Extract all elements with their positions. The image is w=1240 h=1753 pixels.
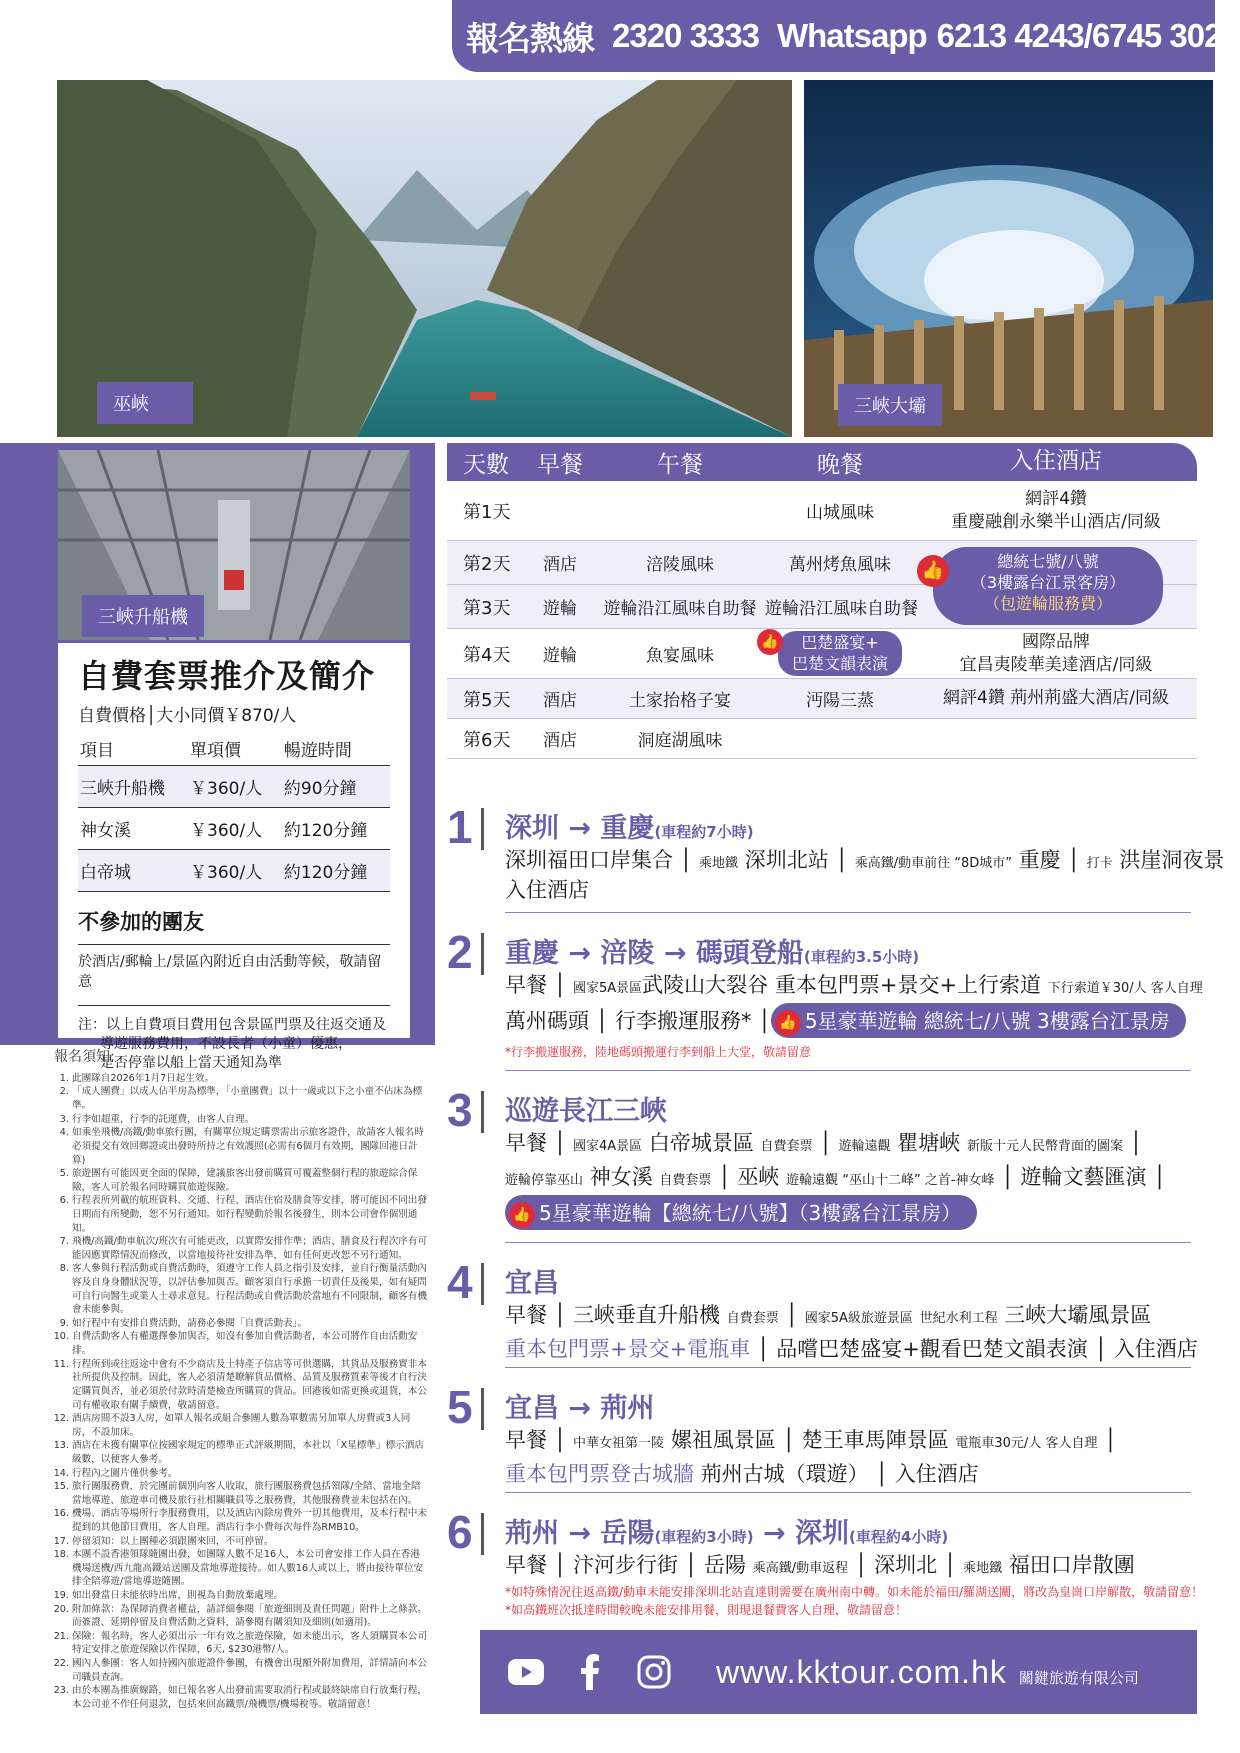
hotel-cell	[915, 631, 1197, 675]
day-line: 重本包門票+景交+電瓶車 │ 品嚐巴楚盛宴+觀看巴楚文韻表演 │ 入住酒店	[505, 1337, 1198, 1361]
activity: 深圳北	[874, 1553, 938, 1577]
transport-note: 乘高鐵/動車返程	[752, 1561, 849, 1576]
activity: 荊州古城（環遊）	[700, 1462, 869, 1486]
fee-note: 電瓶車30元/人 客人自理	[955, 1436, 1098, 1451]
note-item: 19. 如出發當日未能依時出席，則視為自動放棄處理。	[72, 1589, 429, 1603]
not-join-text: 於酒店/郵輪上/景區內附近自由活動等候，敬請留意	[78, 944, 390, 997]
tag: 世紀水利工程	[919, 1311, 998, 1326]
day-number: 2	[447, 926, 473, 978]
day-duration: (車程約3小時)	[654, 1528, 754, 1546]
day-route: 重慶 → 涪陵 → 碼頭登船	[505, 938, 804, 969]
thumbs-up-icon: 👍	[509, 1202, 535, 1228]
day-line: 遊輪停靠巫山 神女溪 自費套票 │ 巫峽 遊輪遠觀 “巫山十二峰” 之首-神女峰 │ 遊輪文藝匯演 │	[505, 1165, 1166, 1189]
included-item: 重本包門票登古城牆	[505, 1462, 694, 1486]
tag: 國家5A級旅遊景區	[804, 1311, 913, 1326]
activity: 早餐	[505, 1553, 547, 1577]
hotel-cell: 網評4鑽 荊州荊盛大酒店/同級	[943, 688, 1169, 709]
note-item: 14. 行程內之圖片僅供參考。	[72, 1467, 429, 1481]
day-line: 入住酒店	[505, 878, 589, 902]
note-item: 2. 「成人團費」以成人佔半房為標準，「小童團費」以十一歲或以下之小童不佔床為標準。	[72, 1085, 429, 1112]
breakfast-cell: 酒店	[543, 731, 577, 751]
transport-note: 國家4A景區	[573, 1139, 643, 1154]
activity: 神女溪	[589, 1165, 653, 1189]
note-item: 11. 行程所到或往返途中會有不少商店及土特產子信店等可供選購，其貨品及服務實非本社所提供及控制。因此，客人必須清楚瞭解貨品價格、品質及服務質素等後才自行決定購買與否，並必須於付款時清楚檢查所購買的貨品。回港後如需更換或退貨，本公司有權收取有關手續費，敬請留意。	[72, 1358, 429, 1412]
activity: 早餐	[505, 1131, 547, 1155]
table-row	[78, 766, 390, 808]
lunch-cell: 洞庭湖風味	[637, 731, 723, 751]
header-hotel: 入住酒店	[1010, 448, 1102, 475]
header-breakfast: 早餐	[537, 451, 583, 478]
day-number: 1	[447, 801, 473, 853]
whatsapp-phone: 6213 4243/6745 3024	[936, 17, 1239, 54]
day-line: 早餐 │ 汴河步行街 │ 岳陽 乘高鐵/動車返程 │ 深圳北 │ 乘地鐵 福田口岸散團	[505, 1553, 1135, 1577]
optional-cell: 三峽升船機	[78, 766, 188, 808]
dinner-cell: 沔陽三蒸	[806, 691, 874, 711]
note-item: 6. 行程表所列載的航班資料、交通、行程、酒店住宿及膳食等安排，將可能因不同出發日期而有所變動，恕不另行通知。如行程變動於報名後發生，則本公司會作個別通知。	[72, 1194, 429, 1235]
day-cell: 第5天	[463, 689, 511, 711]
hotline-phone: 2320 3333	[612, 17, 759, 54]
itinerary-day-6	[447, 1505, 1207, 1625]
day-line: 早餐 │ 國家4A景區 白帝城景區 自費套票 │ 遊輪遠觀 瞿塘峽 新版十元人民幣背面的圖案 │	[505, 1131, 1143, 1155]
breakfast-cell: 遊輪	[543, 599, 577, 619]
thumbs-up-icon: 👍	[775, 1010, 801, 1036]
note-item: 1. 此團隊自2026年1月7日起生效。	[72, 1072, 429, 1086]
tag: 中華女祖第一陵	[573, 1436, 665, 1451]
red-note: *如特殊情況往返高鐵/動車未能安排深圳北站直達則需要在廣州南中轉。如未能於福田/羅湖送關，將改為皇崗口岸解散，敬請留意！	[505, 1585, 1204, 1599]
day-number: 6	[447, 1506, 473, 1558]
activity: 福田口岸散團	[1008, 1553, 1135, 1577]
hotel-name: 宜昌夷陵華美達酒店/同級	[959, 654, 1153, 675]
registration-notes	[54, 1048, 429, 1712]
dinner-show-badge	[778, 631, 902, 677]
activity: 深圳福田口岸集合	[505, 848, 673, 872]
lunch-cell: 遊輪沿江風味自助餐	[603, 599, 757, 619]
optional-header-price: 單項價	[188, 730, 282, 766]
activity: 行李搬運服務*	[615, 1009, 752, 1033]
activity: 深圳北站	[744, 848, 829, 872]
day-title: 宜昌	[505, 1268, 559, 1299]
dinner-cell	[761, 631, 915, 677]
dinner-cell: 山城風味	[806, 503, 874, 523]
day-line: 早餐 │ 國家5A景區武陵山大裂谷 重本包門票+景交+上行索道 下行索道￥30/人 客人自理	[505, 973, 1203, 997]
activity: 品嚐巴楚盛宴+觀看巴楚文韻表演	[776, 1337, 1088, 1361]
note-item: 7. 飛機/高鐵/動車航次/班次有可能更改，以實際安排作準；酒店、膳食及行程次序有可能因應實際情況而修改，以當地接待社安排為準，如有任何更改恕不另行通知。	[72, 1235, 429, 1262]
lunch-cell: 涪陵風味	[646, 555, 714, 575]
optional-cell: ￥360/人	[188, 808, 282, 850]
table-row	[447, 679, 1197, 719]
note-item: 22. 國內人參團：客人如持國內旅遊證件參團，有機會出現額外附加費用，詳情請向本公司職員查詢。	[72, 1657, 429, 1684]
day-number: 5	[447, 1381, 473, 1433]
itinerary-day-3	[447, 1083, 1207, 1233]
activity: 遊輪文藝匯演	[1020, 1165, 1147, 1189]
day-duration: (車程約3.5小時)	[803, 948, 920, 966]
optional-price: 自費價格│大小同價￥870/人	[78, 706, 297, 726]
transport-note: 打卡	[1086, 856, 1113, 871]
header-day: 天數	[463, 451, 509, 478]
day-title: 宜昌 → 荊州	[505, 1393, 655, 1424]
itinerary-day-2	[447, 925, 1207, 1065]
optional-table	[78, 730, 390, 892]
breakfast-cell: 酒店	[543, 691, 577, 711]
breakfast-cell: 酒店	[543, 555, 577, 575]
day-cell: 第3天	[463, 597, 511, 619]
thumbs-up-icon: 👍	[757, 629, 783, 655]
dinner-show-line: 巴楚文韻表演	[791, 653, 888, 673]
day-title	[505, 1511, 948, 1550]
activity: 萬州碼頭	[505, 1009, 589, 1033]
optional-cell: ￥360/人	[188, 850, 282, 892]
optional-cell: 約90分鐘	[282, 766, 390, 808]
optional-cell: ￥360/人	[188, 766, 282, 808]
activity: 入住酒店	[894, 1462, 979, 1486]
tag: 新版十元人民幣背面的圖案	[966, 1139, 1123, 1154]
activity: 三峽垂直升船機	[573, 1303, 720, 1327]
table-row	[447, 481, 1197, 541]
transport-note: 遊輪停靠巫山	[505, 1173, 584, 1188]
note-item: 9. 如行程中有安排自費活動，請務必參閱「自費活動表」。	[72, 1317, 429, 1331]
day-route: 深圳 → 重慶	[505, 813, 655, 844]
activity: 嫘祖風景區	[670, 1428, 776, 1452]
activity: 重慶	[1018, 848, 1061, 872]
activity: 巫峽	[737, 1165, 780, 1189]
lunch-cell: 魚宴風味	[646, 646, 714, 666]
not-join-title: 不參加的團友	[78, 910, 204, 934]
optional-note-line: 注：以上自費項目費用包含景區門票及往返交通及	[78, 1017, 386, 1033]
optional-cell: 約120分鐘	[282, 850, 390, 892]
hotel-rating: 國際品牌	[1022, 632, 1090, 653]
hotel-cell	[915, 488, 1197, 532]
day-cell: 第1天	[463, 501, 511, 523]
day-duration: (車程約7小時)	[654, 823, 754, 841]
cruise-banner-text: 5星豪華遊輪 總統七/八號 3樓露台江景房	[804, 1009, 1170, 1033]
cruise-banner-text: 5星豪華遊輪【總統七/八號】（3樓露台江景房）	[539, 1201, 962, 1225]
note-item: 4. 如乘坐飛機/高鐵/動車旅行團，有關單位規定購票需出示旅客證件，故請客人報名時必須提交有效回鄉證或出發時所持之有效護照(必需有6個月有效期，團隊回港日計算)	[72, 1126, 429, 1167]
optional-cell: 神女溪	[78, 808, 188, 850]
breakfast-cell: 遊輪	[543, 646, 577, 666]
youtube-icon[interactable]	[508, 1654, 544, 1690]
transport-note: 乘地鐵	[963, 1561, 1003, 1576]
ship-lift-photo	[58, 450, 410, 640]
wuxia-photo	[57, 80, 792, 437]
day-title	[505, 806, 754, 845]
table-row	[78, 808, 390, 850]
itinerary-day-1	[447, 800, 1225, 902]
dam-photo	[804, 80, 1213, 437]
note-item: 3. 行李如超重，行李的託運費，由客人自理。	[72, 1113, 429, 1127]
day-line: 早餐 │ 三峽垂直升船機 自費套票 │ 國家5A級旅遊景區 世紀水利工程 三峽大壩風景區	[505, 1303, 1152, 1327]
meal-hotel-table	[447, 443, 1197, 759]
note-item: 5. 旅遊團有可能因更全面的保障，建議旅客出發前購買可覆蓋整個行程的旅遊綜合保險，客人可於報名同時購買旅遊保險。	[72, 1167, 429, 1194]
day-line: 深圳福田口岸集合 │ 乘地鐵 深圳北站 │ 乘高鐵/動車前往 “8D城市” 重慶 │ 打卡 洪崖洞夜景	[505, 848, 1225, 872]
note-item: 18. 本團不設香港領隊隨團出發，如團隊人數不足16人，本公司會安排工作人員在香港機場送機/西九龍高鐵站送團及當地導遊接待。如人數16人或以上，將由接待單位安排全陪導遊/當地導遊隨團。	[72, 1548, 429, 1589]
included-item: 重本包門票+景交+電瓶車	[505, 1337, 751, 1361]
day-route: 荊州 → 岳陽	[505, 1518, 655, 1549]
ship-lift-caption: 三峽升船機	[82, 595, 204, 637]
transport-note: 乘地鐵	[699, 856, 739, 871]
day-cell: 第6天	[463, 729, 511, 751]
thumbs-up-icon: 👍	[917, 555, 949, 587]
footer-bar	[480, 1630, 1197, 1714]
optional-title: 自費套票推介及簡介	[78, 657, 376, 695]
optional-note-line: 導遊服務費用，不設長者（小童）優惠，	[100, 1035, 352, 1052]
cruise-room: （3樓露台江景客房）	[970, 572, 1126, 592]
fee-note: 下行索道￥30/人 客人自理	[1047, 981, 1203, 996]
note-item: 12. 酒店房間不設3人房，如單人報名或組合參團人數為單數需另加單人房費或3人同房，不設加床。	[72, 1412, 429, 1439]
note-item: 16. 機場、酒店等場所行李服務費用，以及酒店內除房費外一切其他費用，及本行程中未提到的其他節目費用，客人自理。酒店行李小費每次每件為RMB10。	[72, 1507, 429, 1534]
day-number: 3	[447, 1084, 473, 1136]
optional-cell: 白帝城	[78, 850, 188, 892]
activity: 汴河步行街	[573, 1553, 678, 1577]
tag: 自費套票	[760, 1139, 813, 1154]
hotel-name: 重慶融創永樂半山酒店/同級	[951, 511, 1161, 532]
optional-header-time: 暢遊時間	[282, 730, 390, 766]
activity: 白帝城景區	[648, 1131, 754, 1155]
notes-list	[54, 1072, 429, 1712]
note-item: 15. 旅行團服務費，於完團前個別向客人收取，旅行團服務費包括領隊/全陪、當地全陪當地導遊、旅遊車司機及旅行社相關職員等之服務費，其他服務費並未包括在內。	[72, 1480, 429, 1507]
day-line: 早餐 │ 中華女祖第一陵 嫘祖風景區 │ 楚王車馬陣景區 電瓶車30元/人 客人自理 │	[505, 1428, 1117, 1452]
wuxia-caption: 巫峽	[97, 382, 193, 424]
day-line: 萬州碼頭 │ 行李搬運服務* │ 👍 5星豪華遊輪 總統七/八號 3樓露台江景房	[505, 1003, 1186, 1038]
red-note: *如高鐵班次抵達時間較晚未能安排用餐，則現退餐費客人自理，敬請留意！	[505, 1603, 908, 1617]
day-title: 巡遊長江三峽	[505, 1096, 667, 1127]
day-cell: 第4天	[463, 644, 511, 666]
table-row	[447, 719, 1197, 759]
day-cell: 第2天	[463, 553, 511, 575]
table-row	[447, 629, 1197, 679]
header-dinner: 晚餐	[817, 451, 863, 478]
day-number: 4	[447, 1256, 473, 1308]
activity: 三峽大壩風景區	[1004, 1303, 1152, 1327]
cruise-banner	[771, 1003, 1186, 1038]
day-title	[505, 931, 919, 970]
note-item: 8. 客人參與行程活動或自費活動時，須遵守工作人員之指引及安排，並自行衡量活動內容及自身身體狀況等，以評估參加與否。顧客須自行承擔一切責任及後果，如有疑問可自行向醫生或業人士尋求意見。行程活動或自費活動於當地有不同限制，顧客有機會未能參與。	[72, 1262, 429, 1316]
header-lunch: 午餐	[657, 451, 703, 478]
activity: 早餐	[505, 1428, 547, 1452]
red-note: *行李搬運服務，陸地碼頭搬運行李到船上大堂，敬請留意	[505, 1045, 812, 1059]
notes-title: 報名須知:	[54, 1049, 115, 1065]
activity: 重本包門票+景交+上行索道	[774, 973, 1042, 997]
dinner-cell: 萬州烤魚風味	[789, 555, 891, 575]
itinerary-day-4	[447, 1255, 1207, 1365]
day-line: 重本包門票登古城牆 荊州古城（環遊） │ 入住酒店	[505, 1462, 979, 1486]
itinerary-day-5	[447, 1380, 1207, 1490]
optional-cell: 約120分鐘	[282, 808, 390, 850]
activity: 瞿塘峽	[897, 1131, 961, 1155]
transport-note: 乘高鐵/動車前往 “8D城市”	[854, 856, 1012, 871]
cruise-banner	[505, 1195, 977, 1230]
cruise-fee: （包遊輪服務費）	[983, 593, 1112, 613]
transport-note: 遊輪遠觀 “巫山十二峰” 之首-神女峰	[786, 1173, 995, 1188]
hotel-rating: 網評4鑽	[1025, 489, 1087, 510]
activity: 入住酒店	[1113, 1337, 1198, 1361]
cruise-name: 總統七號/八號	[997, 552, 1099, 571]
instagram-icon[interactable]	[636, 1654, 672, 1690]
activity: 楚王車馬陣景區	[801, 1428, 949, 1452]
activity: 岳陽	[704, 1553, 746, 1577]
note-item: 23. 由於本團為推廣線路，如已報名客人出發前需要取消行程或最終缺席自行放棄行程，本公司並不作任何退款，包括來回高鐵票/飛機票/機場稅等。敬請留意！	[72, 1684, 429, 1711]
optional-header-item: 項目	[78, 730, 188, 766]
table-row	[78, 850, 390, 892]
transport-note: 遊輪遠觀	[838, 1139, 891, 1154]
company-name: 關鍵旅遊有限公司	[1018, 1668, 1139, 1687]
note-item: 20. 附加條款：為保障消費者權益，請詳細參閱「旅遊細則及責任問題」附件上之條款。而簽證、延期停留及自費活動之資料，請參閱有關須知及細則(如適用)。	[72, 1603, 429, 1630]
tag: 自費套票	[726, 1311, 779, 1326]
activity: 武陵山大裂谷	[642, 973, 769, 997]
website-link[interactable]: www.kktour.com.hk	[716, 1653, 1007, 1690]
activity: 洪崖洞夜景	[1119, 848, 1225, 872]
table-header	[447, 443, 1197, 481]
note-item: 13. 酒店在未獲有關單位按國家規定的標準正式評級期間，本社以「X星標準」標示酒店級數，以便客人參考。	[72, 1439, 429, 1466]
day-route: → 深圳	[763, 1518, 850, 1549]
activity: 早餐	[505, 1303, 547, 1327]
dinner-cell: 遊輪沿江風味自助餐	[765, 599, 918, 619]
tag: 自費套票	[659, 1173, 712, 1188]
whatsapp-label: Whatsapp	[777, 17, 927, 54]
hotline-label: 報名熱線	[466, 19, 594, 57]
hotline-banner	[452, 0, 1239, 72]
dinner-show-line: 巴楚盛宴+	[801, 632, 879, 652]
dam-caption: 三峽大壩	[838, 384, 942, 426]
note-item: 10. 自費活動客人有權選擇參加與否，如沒有參加自費活動者，本公司將作自由活動安排。	[72, 1330, 429, 1357]
lunch-cell: 土家抬格子宴	[629, 691, 731, 711]
cruise-hotel-badge	[921, 547, 1163, 625]
note-item: 17. 停留須知：以上團種必須跟團來回，不可停留。	[72, 1535, 429, 1549]
note-item: 21. 保險：報名時，客人必須出示一年有效之旅遊保險，如未能出示，客人須購買本公司特定安排之旅遊保險以作保障，6天, $230港幣/人。	[72, 1630, 429, 1657]
day-line	[505, 1195, 977, 1230]
activity: 早餐	[505, 973, 547, 997]
transport-note: 國家5A景區	[573, 981, 643, 996]
day-duration: (車程約4小時)	[849, 1528, 949, 1546]
facebook-icon[interactable]	[572, 1654, 608, 1690]
optional-note-line: 是否停靠以船上當天通知為準	[100, 1054, 282, 1071]
